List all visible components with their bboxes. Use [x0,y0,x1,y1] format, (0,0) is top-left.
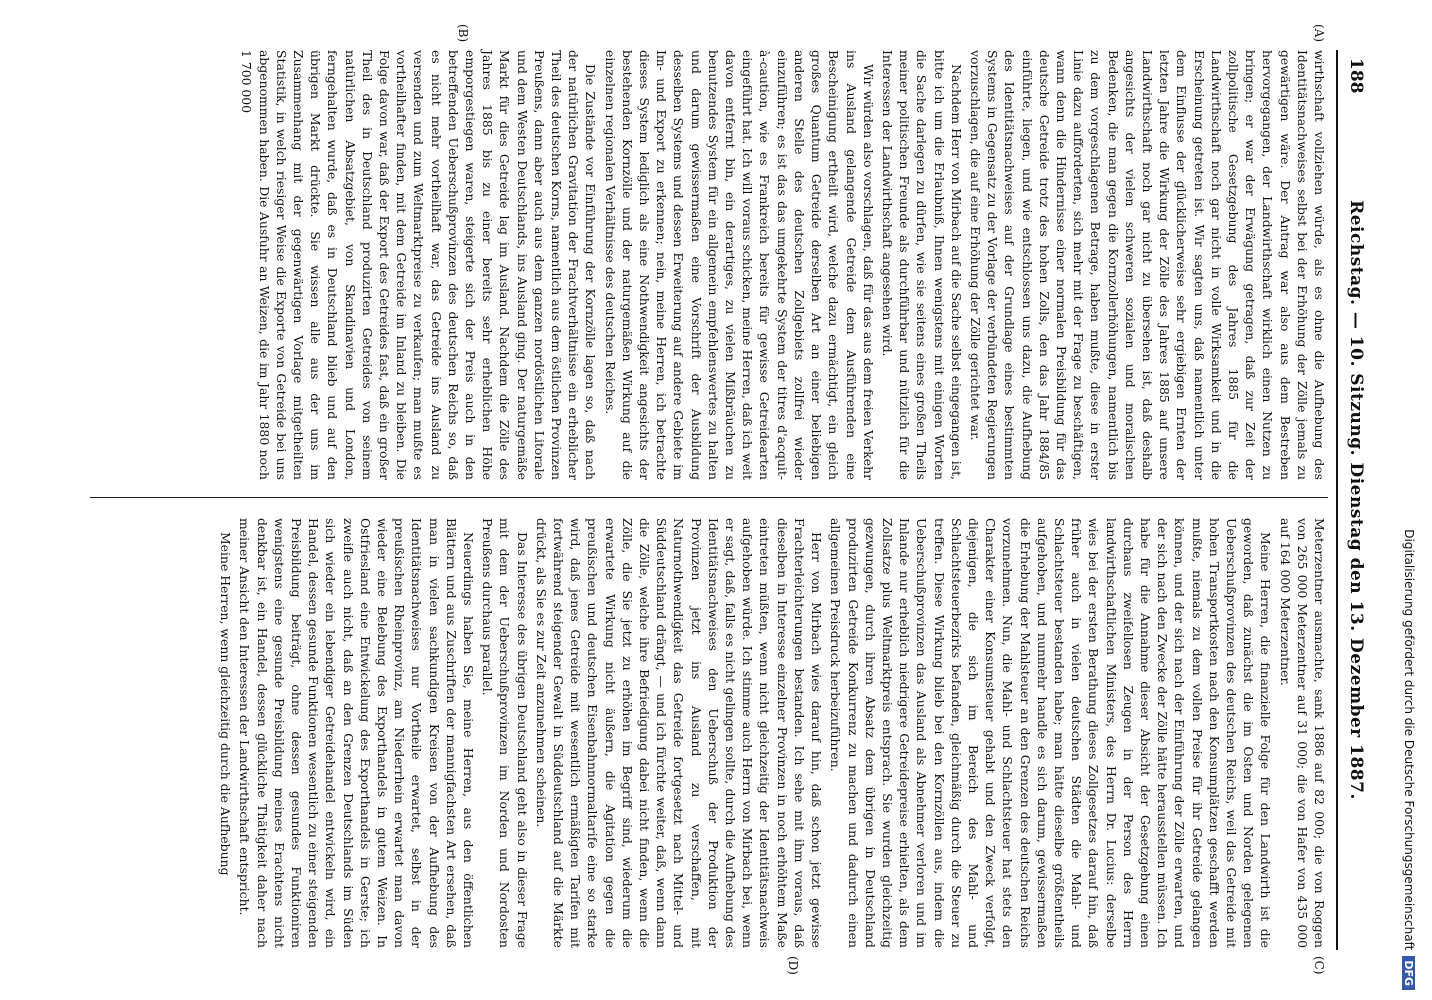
paragraph: Meine Herren, wenn gleichzeitig durch die Aufhebung [218,532,234,876]
dfg-logo: DFG [1403,956,1416,990]
credit-text: Digitalisierung gefördert durch die Deutsche Forschungsgemeinschaft [1402,529,1416,951]
paragraph: Nachdem Herr von Mirbach auf die Sache selbst eingegangen ist, bitte ich um die Erlaubniß, Ihnen wenigstens mit einigen Worten die Sache darlegen zu dürfen, wie sie seitens eines großen Theils meiner politischen Freunde als durchführbar und nützlich für die Interessen der Landwirthschaft angesehen wird. [879,50,964,480]
paragraph: Das Interesse des übrigen Deutschland geht also in dieser Frage mit dem der Ueberschußprovinzen im Norden und Nordosten Preußens durchaus parallel. [480,518,530,948]
paragraph: Die Zustände vor Einführung der Kornzölle lagen so, daß nach der natürlichen Gravitation der Frachtverhältnisse ein erheblicher Theil des deutschen Korns, namentlich aus dem östlichen Provinzen Preußens, dann aber auch aus dem ganzen nordöstlichen Litorale und dem Westen Deutschlands, ins Ausland ging. Der naturgemäße Markt für dies Getreide lag im Ausland. Nachdem die Zölle des Jahres 1885 bis zu einer bereits sehr erheblichen Höhe emporgestiegen waren, steigerte sich der Preis auch in den betreffenden Ueberschußprovinzen des deutschen Reichs so, daß es nicht mehr vortheilhaft war, das Getreide ins Ausland zu versenden und zum Weltmarktpreise zu verkaufen; man mußte es vortheilhafter finden, mit dem Getreide im Inland zu bleiben. Die Folge davon war, daß der Export des Getreides fast, daß ein großer Theil des in Deutschland produzirten Getreides von seinem natürlichen Absatzgebiet, von Skandinavien und London, ferngehalten wurde, daß es in Deutschland blieb und auf den übrigen Markt drückte. Sie wissen alle aus der uns im Zusammenhang mit der gegenwärtigen Vorlage mitgetheilten Statistik, in welch riesiger Weise die Exporte von Getreide bei uns abgenommen haben. Die Ausfuhr an Weizen, die im Jahr 1880 noch 1 700 000 [239,50,599,480]
margin-marker-b: (B) [456,24,470,43]
paragraph: Meine Herren, die finanzielle Folge für den Landwirth ist die geworden, daß zunächst die im Osten und Norden gelegenen Ueberschußprovinzen des deutschen Reichs, weil das Getreide mit hohen Transportkosten nach den Konsumplätzen geschafft werden mußte, niemals zu dem vollen Preise für ihr Getreide gelangen können, und der sich nach der Einführung der Zölle erwarten, und der sich nach den Zwecke der Zölle hätte herausstellen müssen. Ich habe für die Annahme dieser Absicht der Gesetzgebung einen durchaus zweifellosen Zeugen in der Person des Herrn landwirthschaftlichen Ministers, des Herrn Dr. Lucius: derselbe wies bei der ersten Berathung dieses Zollgesetzes darauf hin, daß früher auch in vielen deutschen Städten die Mahl- und Schlachtsteuer bestanden habe; man hätte dieselbe größtentheils aufgehoben, und nunmehr handle es sich darum, gewissermaßen die Erhebung der Mahlsteuer an den Grenzen des deutschen Reichs vorzunehmen. Nun, die Mahl- und Schlachtsteuer hat stets den Charakter einer Konsumsteuer gehabt und den Zweck verfolgt, diejenigen, die sich im Bereich des Mahl- und Schlachtsteuerbezirks befanden, gleichmäßig durch die Steuer zu treffen. Diese Wirkung blieb bei den Kornzöllen aus, indem die Ueberschußprovinzen das Ausland als Abnehmer verloren und im Inlande nur erheblich niedrigere Getreidepreise erhielten, als dem Zollsatze plus Weltmarktpreis entsprach. Sie wurden gleichzeitig gezwungen, durch ihren Absatz dem übrigen in Deutschland produzirten Getreide Konkurrenz zu machen und dadurch einen allgemeinen Preisdruck herbeizuführen. [828,518,1274,948]
column-separator [90,497,1328,498]
margin-marker-d: (D) [786,956,800,975]
right-column [80,518,1328,948]
margin-marker-a: (A) [1312,24,1326,43]
dfg-credit [1398,10,1420,990]
paragraph: Herr von Mirbach wies darauf hin, daß schon jetzt gewisse Frachterleichterungen bestanden. Ich sehe mit ihm voraus, daß dieselben in Interesse einzelner Provinzen in noch erhöhtem Maße eintreten müßten, wenn nicht gleichzeitig der Identitätsnachweis aufgehoben würde. Ich stimme auch Herrn von Mirbach bei, wenn er sagt, daß, falls es nicht gelingen sollte, durch die Aufhebung des Identitätsnachweises den Ueberschuß der Produktion der Provinzen jetzt ins Ausland zu verschaffen, mit Naturnothwendigkeit das Getreide fortgesetzt nach Mittel- und Süddeutschland drängt, — und ich fürchte weiter, daß, wenn dann die Zölle, welche ihre Befriedigung dabei nicht finden, wenn die Zölle, die Sie jetzt zu erhöhen im Begriff sind, wiederum die erwartete Wirkung nicht äußern, die Agitation gegen die preußischen und deutschen Eisenbahnnormaltarife eine so starke wird, daß jenes Getreide mit wesentlich ermäßigten Tarifen mit fortwährend steigender Gewalt in Süddeutschland auf die Märkte drückt, als Sie es zur Zeit anzunehmen scheinen. [533,518,825,948]
header-rule [1336,50,1338,950]
scanned-page [70,24,1370,975]
running-title: Reichstag. — 10. Sitzung. Dienstag den 13. Dezember 1887. [1346,200,1366,800]
paragraph: Meterzentner ausmachte, sank 1886 auf 82 000; die von Roggen von 265 000 Meterzentner auf 31 000; die von Hafer von 435 000 auf 164 000 Meterzentner. [1277,518,1327,948]
paragraph: wirthschaft vollziehen würde, als es ohne die Aufhebung des Identitätsnachweises selbst bei der Erhöhung der Zölle jemals zu gewärtigen wäre. Der Antrag war also aus dem Bestreben hervorgegangen, der Landwirthschaft wirklich einen Nutzen zu bringen; er war der Erwägung getragen, daß zur Zeit der zollpolitische Gesetzgebung des Jahres 1885 für die Landwirthschaft noch gar nicht in volle Wirksamkeit und in die Erscheinung getreten ist. Wir sagten uns, daß namentlich unter dem Einflusse der glücklicherweise sehr ergiebigen Ernten der letzten Jahre die Wirkung der Zölle des Jahres 1885 auf unsere Landwirthschaft noch gar nicht zu übersehen ist, daß deshalb angesichts der vielen schweren sozialen und moralischen Bedenken, die man gegen die Kornzollerhöhungen, namentlich bis zu dem vorgeschlagenen Betrage, haben mußte, diese in erster Linie dazu aufforderten, sich mehr mit der Frage zu beschäftigen, wann denn die Hindernisse einer normalen Preisbildung für das deutsche Getreide trotz des hohen Zolls, den das Jahr 1884/85 einführte, liegen, und wie entschlossen uns dazu, die Aufhebung des Identitätsnachweises auf der Grundlage eines bestimmten Systems in Gegensatz zu der Vorlage der verbündeten Regierungen vorzuschlagen, die auf eine Erhöhung der Zölle gerichtet war. [967,50,1327,480]
page-header [1336,50,1370,950]
paragraph: Wir würden also vorschlagen, daß für das aus dem freien Verkehr ins Ausland gelangende Getreide dem Ausführenden eine Bescheinigung ertheilt wird, welche dazu ermächtigt, ein gleich großes Quantum Getreide derselben Art an einer beliebigen anderen Stelle des deutschen Zollgebiets zollfrei wieder einzuführen; es ist das das umgekehrte System der titres d'acquit-à-caution, wie es Frankreich bereits für gewisse Getreidearten eingeführt hat. Ich will voraus schicken, meine Herren, daß ich weit davon entfernt bin, ein derartiges, zu vielen Mißbräuchen zu benutzendes System für ein allgemein empfehlenswertes zu halten und darum gewissermaßen eine Vorschrift der Ausbildung desselben Systems und dessen Erweiterung auf andere Gebiete im Im- und Export zu erkennen; nein, meine Herren, ich betrachte dieses System lediglich als eine Nothwendigkeit angesichts der bestehenden Kornzölle und der naturgemäßen Wirkung auf die einzelnen regionalen Verhältnisse des deutschen Reiches. [602,50,876,480]
paragraph: Neuerdings haben Sie, meine Herren, aus den öffentlichen Blättern und aus Zuschriften der mannigfachsten Art ersehen, daß man in vielen sachkundigen Kreisen von der Aufhebung des Identitätsnachweises nur Vortheile erwartet, selbst in der preußischen Rheinprovinz, am Niederrhein erwartet man davon wieder eine Belebung des Exporthandels in gutem Weizen. In Ostfriesland eine Entwickelung des Exporthandels in Gerste; ich zweifle auch nicht, daß an den Grenzen Deutschlands im Süden sich wieder ein lebendiger Getreidehandel entwickeln wird, ein Handel, dessen gesunde Funktionen wesentlich zu einer steigenden Preisbildung beiträgt, ohne dessen gesundes Funktioniren wenigstens eine gesunde Preisbildung meines Erachtens nicht denkbar ist, ein Handel, dessen glückliche Thätigkeit daher nach meiner Ansicht den Interessen der Landwirthschaft entspricht. [237,518,477,948]
margin-marker-c: (C) [1312,956,1326,975]
left-column [80,50,1328,480]
page-number: 188 [1346,58,1366,94]
